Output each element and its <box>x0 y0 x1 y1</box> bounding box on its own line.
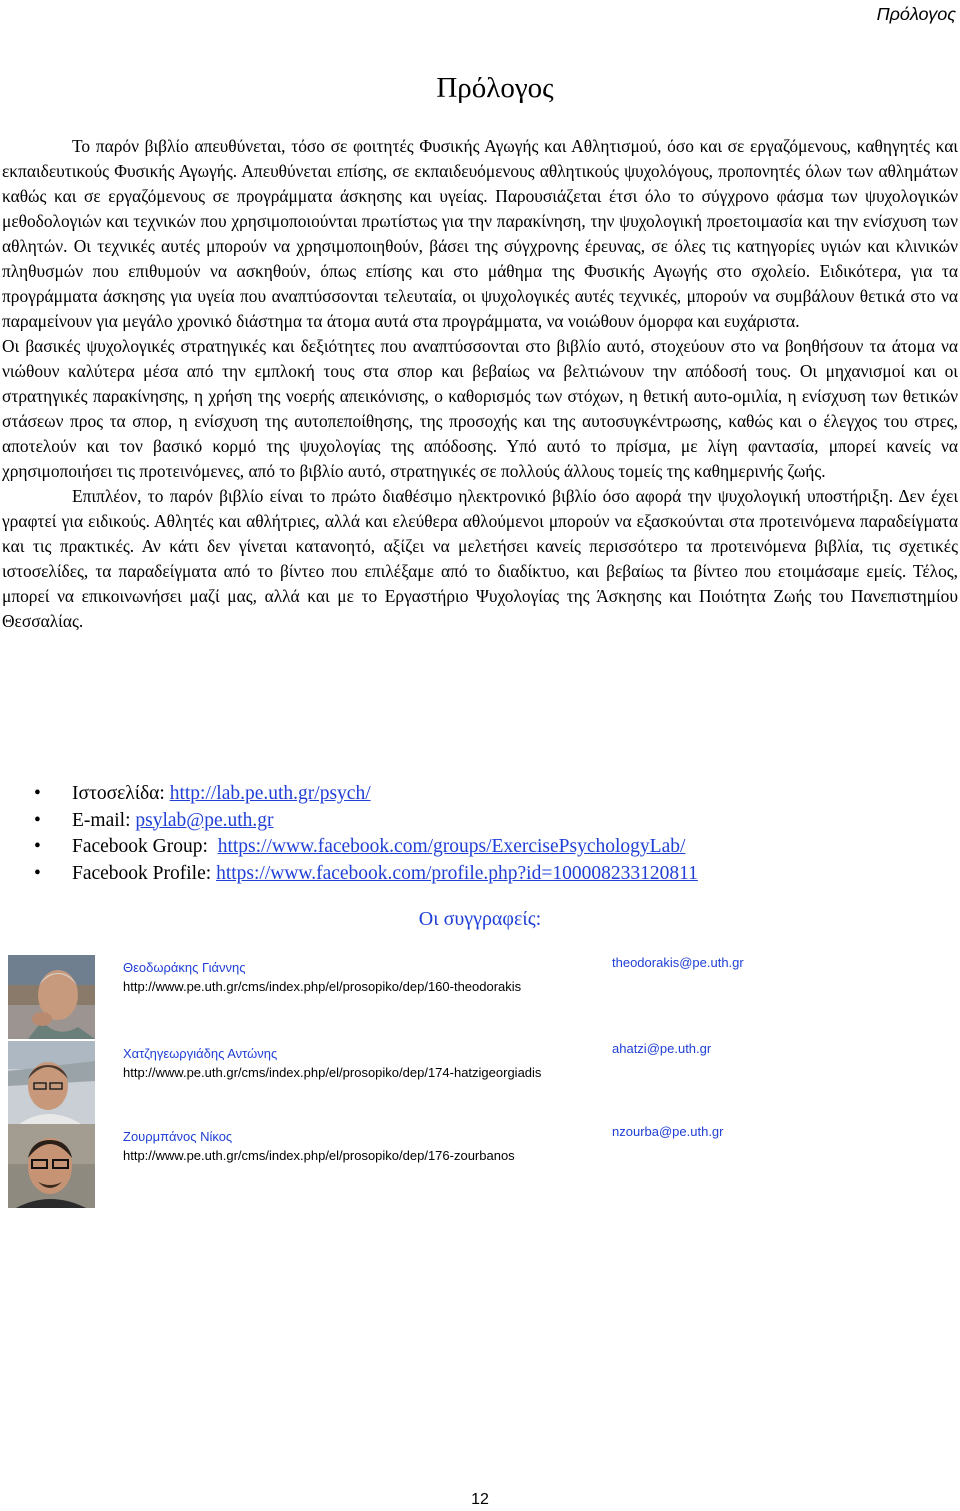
paragraph-2: Οι βασικές ψυχολογικές στρατηγικές και δεξιότητες που αναπτύσσονται στο βιβλίο αυτό, στοχεύουν στο να βοηθήσουν τα άτομα να νιώθουν καλύτερα μέσα από την εμπλοκή τους στα σπορ και βεβαίως να βελτιώνουν την απόδοσή τους. Οι μηχανισμοί και οι στρατηγικές παρακίνησης, η χρήση της νοερής απεικόνισης, ο καθορισμός των στόχων, η θετική αυτο-ομιλία, η ενίσχυση των θετικών στάσεων προς τα σπορ, η ενίσχυση της αυτοπεποίθησης, της προσοχής και της αυτοσυγκέντρωσης, καθώς και ο έλεγχος του στρες, αποτελούν και τον βασικό κορμό της ψυχολογίας της απόδοσης. Υπό αυτό το πρίσμα, με λίγη φαντασία, μπορεί κανείς να χρησιμοποιήσει τις προτεινόμενες, από το βιβλίο αυτό, στρατηγικές σε πολλούς άλλους τομείς της καθημερινής ζωής. <box>2 336 958 481</box>
author-photo <box>8 1124 95 1208</box>
author-photo <box>8 1041 95 1125</box>
page-title: Πρόλογος <box>436 72 554 104</box>
bullet-icon: • <box>34 862 41 884</box>
bullet-icon: • <box>34 809 41 831</box>
page-number: 12 <box>471 1491 489 1508</box>
author-name: Ζουρμπάνος Νίκος <box>123 1129 233 1144</box>
contact-links-list <box>34 781 934 887</box>
link-label: Ιστοσελίδα: <box>72 783 170 804</box>
author-info <box>123 1127 543 1165</box>
author-info <box>123 1044 543 1082</box>
list-item-facebook-group <box>34 834 934 861</box>
running-header: Πρόλογος <box>876 4 956 24</box>
facebook-profile-link[interactable]: https://www.facebook.com/profile.php?id=100008233120811 <box>216 862 698 884</box>
website-link[interactable]: http://lab.pe.uth.gr/psych/ <box>169 783 371 804</box>
author-name: Θεοδωράκης Γιάννης <box>123 960 246 975</box>
author-email-link[interactable]: nzourba@pe.uth.gr <box>612 1124 724 1139</box>
link-label: E-mail: <box>72 809 136 831</box>
bullet-icon: • <box>34 836 41 857</box>
author-photo <box>8 955 95 1039</box>
link-label: Facebook Group: <box>72 836 218 857</box>
paragraph-3: Επιπλέον, το παρόν βιβλίο είναι το πρώτο διαθέσιμο ηλεκτρονικό βιβλίο όσο αφορά την ψυχολογική υποστήριξη. Δεν έχει γραφτεί για ειδικούς. Αθλητές και αθλήτριες, αλλά και ελεύθερα αθλούμενοι μπορούν να εξασκούνται στα προτεινόμενα παραδείγματα και τις πρακτικές. Αν κάτι δεν γίνεται κατανοητό, αξίζει να μελετήσει κανείς περισσότερο τα προτεινόμενα βιβλία, τις σχετικές ιστοσελίδες, τα παραδείγματα από το βίντεο που επιλέξαμε από το διαδίκτυο, και βεβαίως τα βίντεο που ετοιμάσαμε εμείς. Τέλος, μπορεί να επικοινωνήσει μαζί μας, αλλά και με το Εργαστήριο Ψυχολογίας της Άσκησης και Ποιότητα Ζωής του Πανεπιστημίου Θεσσαλίας. <box>2 486 958 631</box>
author-email-link[interactable]: ahatzi@pe.uth.gr <box>612 1041 712 1056</box>
author-profile-link[interactable]: http://www.pe.uth.gr/cms/index.php/el/prosopiko/dep/160-theodorakis <box>123 979 522 994</box>
list-item-website <box>34 781 934 808</box>
author-info <box>123 958 543 996</box>
author-email-link[interactable]: theodorakis@pe.uth.gr <box>612 955 744 970</box>
facebook-group-link[interactable]: https://www.facebook.com/groups/ExercisePsychologyLab/ <box>217 836 686 857</box>
author-profile-link[interactable]: http://www.pe.uth.gr/cms/index.php/el/prosopiko/dep/176-zourbanos <box>123 1148 515 1163</box>
bullet-icon: • <box>34 783 41 804</box>
authors-heading: Οι συγγραφείς: <box>418 908 542 930</box>
body-text <box>2 134 958 634</box>
list-item-facebook-profile <box>34 861 934 888</box>
list-item-email <box>34 808 934 835</box>
author-profile-link[interactable]: http://www.pe.uth.gr/cms/index.php/el/prosopiko/dep/174-hatzigeorgiadis <box>123 1065 542 1080</box>
link-label: Facebook Profile: <box>72 862 217 884</box>
email-link[interactable]: psylab@pe.uth.gr <box>135 809 274 831</box>
author-name: Χατζηγεωργιάδης Αντώνης <box>123 1046 278 1061</box>
paragraph-1: Το παρόν βιβλίο απευθύνεται, τόσο σε φοιτητές Φυσικής Αγωγής και Αθλητισμού, όσο και σε εργαζόμενους, καθηγητές και εκπαιδευτικούς Φυσικής Αγωγής. Απευθύνεται επίσης, σε εκπαιδευόμενους αθλητικούς ψυχολόγους, προπονητές όλων των αθλημάτων καθώς και σε εργαζόμενους σε προγράμματα άσκησης και υγείας. Παρουσιάζεται έτσι όλο το σύγχρονο φάσμα των ψυχολογικών μεθοδολογιών και τεχνικών που χρησιμοποιούνται πρωτίστως για την παρακίνηση, την ψυχολογική προετοιμασία και την ενίσχυση των αθλητών. Οι τεχνικές αυτές μπορούν να χρησιμοποιηθούν, βάσει της σύγχρονης έρευνας, σε όλες τις κατηγορίες υγιών και κλινικών πληθυσμών που επιθυμούν να ασκηθούν, όπως επίσης και στο μάθημα της Φυσικής Αγωγής στο σχολείο. Ειδικότερα, για τα προγράμματα άσκησης για υγεία που αναπτύσσονται τελευταία, οι ψυχολογικές αυτές τεχνικές, μπορούν να συμβάλουν θετικά στο να παραμείνουν για μεγάλο χρονικό διάστημα τα άτομα αυτά στα προγράμματα, να νοιώθουν όμορφα και ευχάριστα. <box>2 136 958 331</box>
